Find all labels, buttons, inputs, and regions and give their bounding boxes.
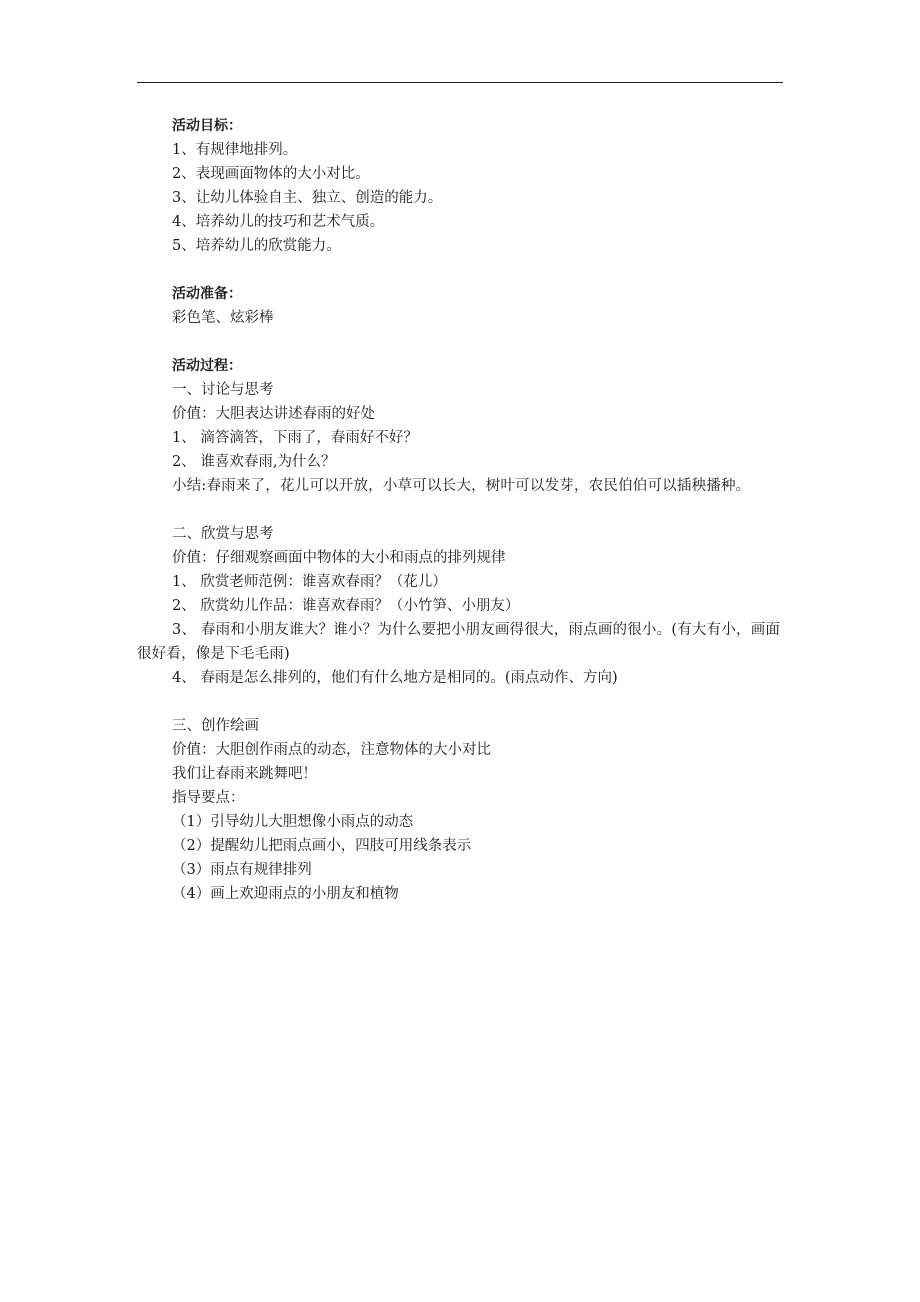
goal-item: 3、让幼儿体验自主、独立、创造的能力。 (172, 190, 443, 206)
goals-section (137, 114, 787, 258)
goal-item: 4、培养幼儿的技巧和艺术气质。 (172, 214, 385, 230)
prep-heading: 活动准备： (172, 286, 242, 302)
part3-line: （3）雨点有规律排列 (172, 862, 312, 878)
prep-section (137, 282, 787, 330)
part3-line: （4）画上欢迎雨点的小朋友和植物 (172, 886, 399, 902)
process-part2 (137, 522, 787, 690)
header-rule (137, 82, 783, 83)
process-part3 (137, 714, 787, 906)
part2-item: 2、 欣赏幼儿作品：谁喜欢春雨？（小竹笋、小朋友） (172, 598, 520, 614)
part2-item-4: 4、 春雨是怎么排列的，他们有什么地方是相同的。(雨点动作、方向) (172, 670, 618, 686)
process-part1 (137, 354, 787, 498)
document-body (137, 114, 787, 930)
part3-line: 我们让春雨来跳舞吧！ (172, 766, 317, 782)
goals-heading: 活动目标： (172, 118, 242, 134)
part1-summary: 小结:春雨来了，花儿可以开放，小草可以长大，树叶可以发芽，农民伯伯可以插秧播种。 (172, 478, 751, 494)
prep-text: 彩色笔、炫彩棒 (172, 310, 274, 326)
part2-title: 二、欣赏与思考 (172, 526, 274, 542)
part3-line: （2）提醒幼儿把雨点画小，四肢可用线条表示 (172, 838, 472, 854)
part2-item-3: 3、 春雨和小朋友谁大？谁小？为什么要把小朋友画得很大，雨点画的很小。(有大有小，画面很好看，像是下毛毛雨) (137, 622, 781, 662)
part1-item: 2、 谁喜欢春雨,为什么？ (172, 454, 336, 470)
part1-title: 一、讨论与思考 (172, 382, 274, 398)
goal-item: 1、有规律地排列。 (172, 142, 298, 158)
part1-item: 1、 滴答滴答，下雨了，春雨好不好？ (172, 430, 418, 446)
part3-value: 价值：大胆创作雨点的动态，注意物体的大小对比 (172, 742, 491, 758)
goal-item: 2、表现画面物体的大小对比。 (172, 166, 370, 182)
process-heading: 活动过程： (172, 358, 242, 374)
part2-value: 价值：仔细观察画面中物体的大小和雨点的排列规律 (172, 550, 506, 566)
goal-item: 5、培养幼儿的欣赏能力。 (172, 238, 341, 254)
part3-line: （1）引导幼儿大胆想像小雨点的动态 (172, 814, 414, 830)
part3-line: 指导要点： (172, 790, 245, 806)
part3-title: 三、创作绘画 (172, 718, 259, 734)
part2-item: 1、 欣赏老师范例：谁喜欢春雨？（花儿） (172, 574, 447, 590)
part1-value: 价值：大胆表达讲述春雨的好处 (172, 406, 375, 422)
